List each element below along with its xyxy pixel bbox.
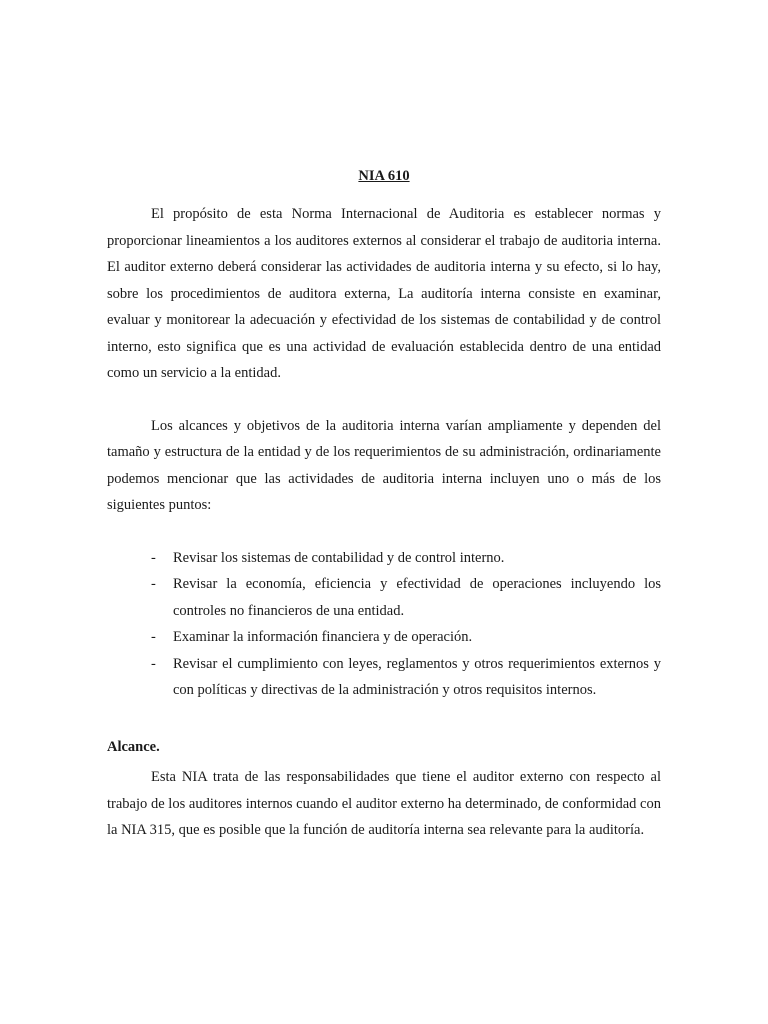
list-item <box>151 624 661 651</box>
bullet-dash: - <box>151 549 156 566</box>
list-item <box>151 545 661 572</box>
list-item <box>151 571 661 624</box>
paragraph-spacer <box>107 519 661 545</box>
paragraph-purpose: El propósito de esta Norma Internacional de Auditoria es establecer normas y proporcionar lineamientos a los auditores externos al considerar el trabajo de auditoria interna. El auditor externo deberá considerar las actividades de auditoria interna y su efecto, si lo hay, sobre los procedimientos de auditora externa, La auditoría interna consiste en examinar, evaluar y monitorear la adecuación y efectividad de los sistemas de contabilidad y de control interno, esto significa que es una actividad de evaluación establecida dentro de una entidad como un servicio a la entidad. <box>107 206 661 381</box>
bullet-dash: - <box>151 655 156 672</box>
paragraph-spacer <box>107 387 661 413</box>
bullet-dash: - <box>151 576 156 592</box>
document-title: NIA 610 <box>358 168 410 184</box>
bullet-dash: - <box>151 629 156 645</box>
list-item-text: Revisar el cumplimiento con leyes, reglamentos y otros requerimientos externos y con políticas y directivas de la administración y otros requisitos internos. <box>173 655 661 698</box>
list-item-text: Examinar la información financiera y de operación. <box>173 629 473 645</box>
list-item <box>151 651 661 704</box>
paragraph-alcance: Esta NIA trata de las responsabilidades que tiene el auditor externo con respecto al trabajo de los auditores internos cuando el auditor externo ha determinado, de conformidad con la NIA 315, que es posible que la función de auditoría interna sea relevante para la auditoría. <box>107 769 661 838</box>
paragraph-spacer <box>107 704 661 734</box>
paragraph-scope-objectives: Los alcances y objetivos de la auditoria interna varían ampliamente y dependen del tamaño y estructura de la entidad y de los requerimientos de su administración, ordinariamente podemos mencionar que las actividades de auditoria interna incluyen uno o más de los siguientes puntos: <box>107 417 661 513</box>
list-item-text: Revisar los sistemas de contabilidad y de control interno. <box>173 549 505 566</box>
section-heading-alcance: Alcance. <box>107 738 160 755</box>
activities-list <box>107 545 661 704</box>
list-item-text: Revisar la economía, eficiencia y efectividad de operaciones incluyendo los controles no financieros de una entidad. <box>173 576 661 619</box>
